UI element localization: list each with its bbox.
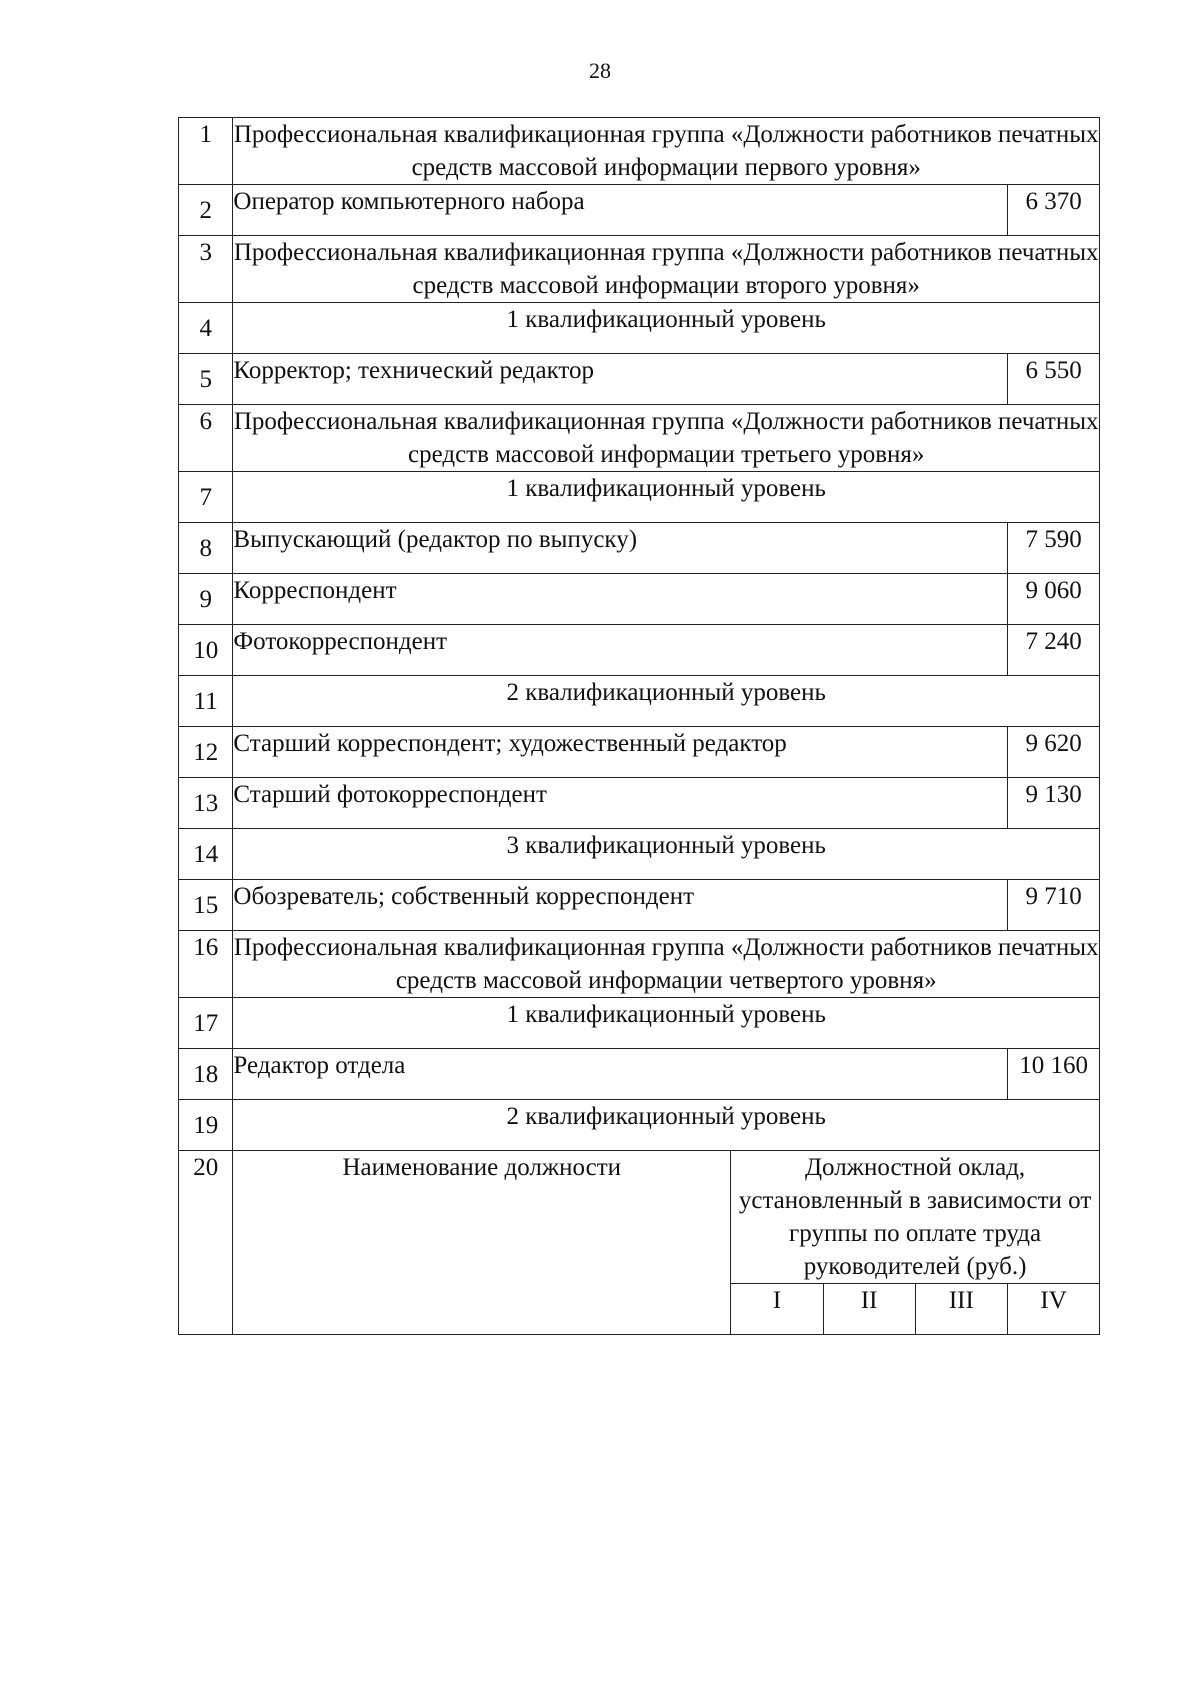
salary-table-body — [179, 118, 1100, 1335]
level-row — [179, 676, 1100, 727]
row-number: 10 — [179, 625, 233, 676]
position-row — [179, 185, 1100, 236]
row-number: 11 — [179, 676, 233, 727]
level-row — [179, 829, 1100, 880]
qualification-group-title: Профессиональная квалификационная группа «Должности работников печатных средств массовой информации первого уровня» — [233, 118, 1100, 185]
row-number: 9 — [179, 574, 233, 625]
position-row — [179, 727, 1100, 778]
level-row — [179, 1100, 1100, 1151]
salary-value: 7 240 — [1008, 625, 1100, 676]
group-row — [179, 931, 1100, 998]
salary-value: 10 160 — [1008, 1049, 1100, 1100]
qualification-group-title: Профессиональная квалификационная группа «Должности работников печатных средств массовой информации третьего уровня» — [233, 405, 1100, 472]
page-number: 28 — [589, 58, 611, 83]
salary-value: 6 550 — [1008, 354, 1100, 405]
row-number: 13 — [179, 778, 233, 829]
position-row — [179, 625, 1100, 676]
row-number: 16 — [179, 931, 233, 998]
position-name-header: Наименование должности — [233, 1151, 731, 1335]
qualification-level: 1 квалификационный уровень — [233, 472, 1100, 523]
row-number: 20 — [179, 1151, 233, 1335]
group-header-iv: IV — [1008, 1284, 1100, 1335]
position-row — [179, 354, 1100, 405]
row-number: 2 — [179, 185, 233, 236]
position-title: Корреспондент — [233, 574, 1008, 625]
salary-value: 7 590 — [1008, 523, 1100, 574]
group-row — [179, 118, 1100, 185]
position-title: Выпускающий (редактор по выпуску) — [233, 523, 1008, 574]
row-number: 8 — [179, 523, 233, 574]
position-row — [179, 880, 1100, 931]
level-row — [179, 998, 1100, 1049]
row-number: 15 — [179, 880, 233, 931]
level-row — [179, 472, 1100, 523]
group-header-iii: III — [915, 1284, 1008, 1335]
salary-header: Должностной оклад, установленный в зависимости от группы по оплате труда руководителей (руб.) — [731, 1151, 1100, 1284]
row-number: 1 — [179, 118, 233, 185]
position-title: Корректор; технический редактор — [233, 354, 1008, 405]
row-number: 6 — [179, 405, 233, 472]
position-title: Фотокорреспондент — [233, 625, 1008, 676]
position-row — [179, 523, 1100, 574]
qualification-level: 3 квалификационный уровень — [233, 829, 1100, 880]
row-number: 7 — [179, 472, 233, 523]
header-row — [179, 1151, 1100, 1284]
row-number: 18 — [179, 1049, 233, 1100]
row-number: 5 — [179, 354, 233, 405]
qualification-level: 1 квалификационный уровень — [233, 303, 1100, 354]
salary-value: 9 060 — [1008, 574, 1100, 625]
position-row — [179, 1049, 1100, 1100]
qualification-group-title: Профессиональная квалификационная группа «Должности работников печатных средств массовой информации четвертого уровня» — [233, 931, 1100, 998]
row-number: 17 — [179, 998, 233, 1049]
group-row — [179, 236, 1100, 303]
position-row — [179, 778, 1100, 829]
level-row — [179, 303, 1100, 354]
group-header-ii: II — [823, 1284, 915, 1335]
group-header-i: I — [731, 1284, 824, 1335]
qualification-level: 2 квалификационный уровень — [233, 1100, 1100, 1151]
qualification-level: 2 квалификационный уровень — [233, 676, 1100, 727]
position-row — [179, 574, 1100, 625]
qualification-group-title: Профессиональная квалификационная группа «Должности работников печатных средств массовой информации второго уровня» — [233, 236, 1100, 303]
position-title: Старший корреспондент; художественный редактор — [233, 727, 1008, 778]
row-number: 3 — [179, 236, 233, 303]
position-title: Редактор отдела — [233, 1049, 1008, 1100]
salary-value: 9 710 — [1008, 880, 1100, 931]
row-number: 19 — [179, 1100, 233, 1151]
row-number: 14 — [179, 829, 233, 880]
row-number: 4 — [179, 303, 233, 354]
position-title: Обозреватель; собственный корреспондент — [233, 880, 1008, 931]
salary-value: 6 370 — [1008, 185, 1100, 236]
position-title: Старший фотокорреспондент — [233, 778, 1008, 829]
salary-value: 9 620 — [1008, 727, 1100, 778]
position-title: Оператор компьютерного набора — [233, 185, 1008, 236]
qualification-level: 1 квалификационный уровень — [233, 998, 1100, 1049]
group-row — [179, 405, 1100, 472]
salary-table — [178, 117, 1100, 1335]
salary-value: 9 130 — [1008, 778, 1100, 829]
row-number: 12 — [179, 727, 233, 778]
